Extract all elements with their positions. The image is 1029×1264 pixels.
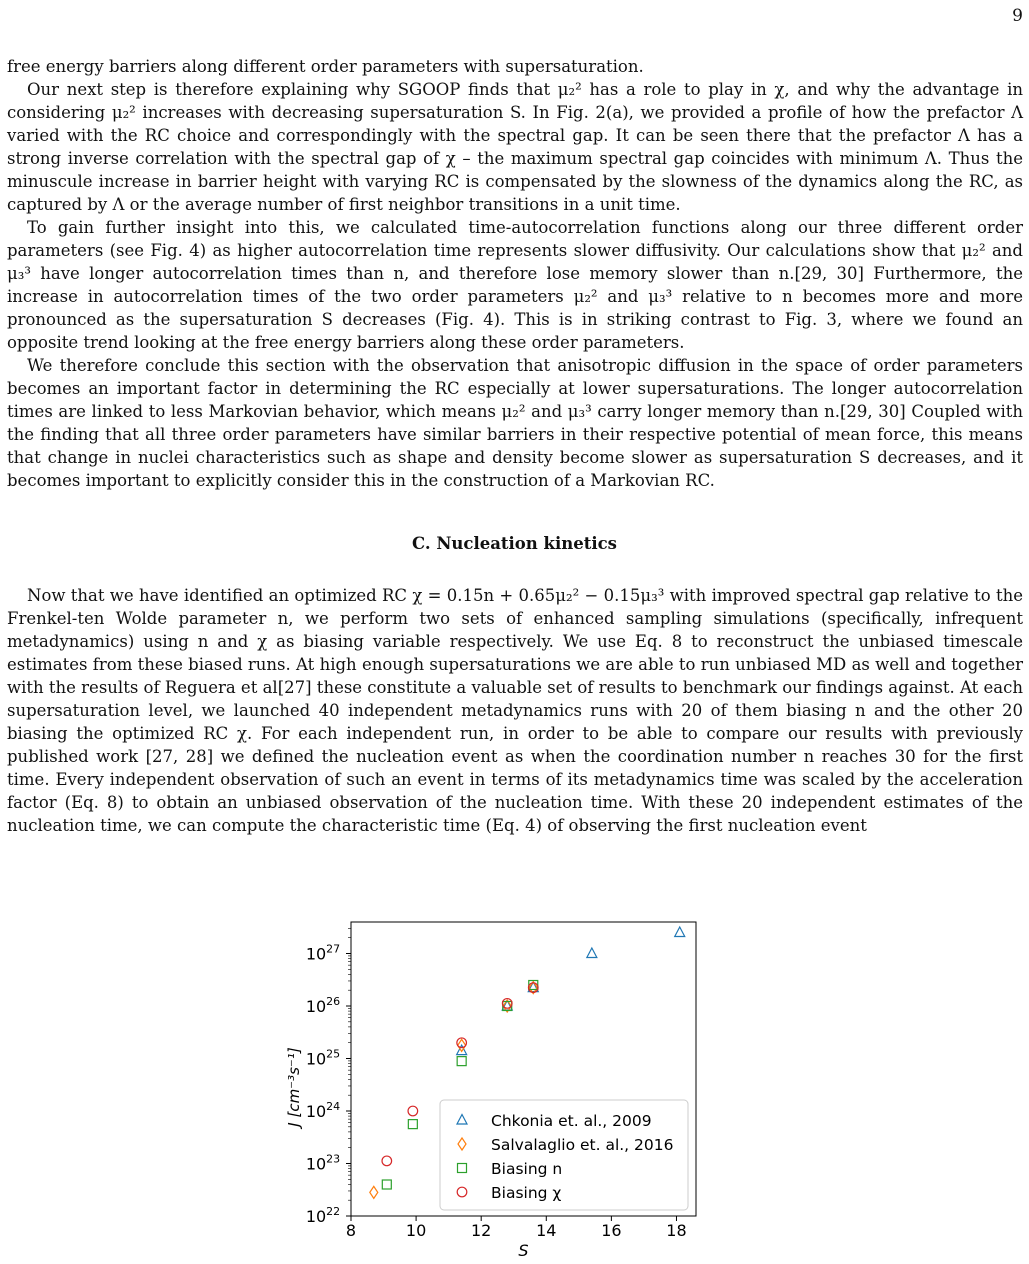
paragraph: Now that we have identified an optimized RC χ = 0.15n + 0.65μ₂² − 0.15μ₃³ with improved spectral gap relative to the Frenkel-ten Wolde parameter n, we perform two sets of enhanced sampling simulations (specifically, infrequent metadynamics) using n and χ as biasing variable respectively. We use Eq. 8 to reconstruct the unbiased timescale estimates from these biased runs. At high enough supersaturations we are able to run unbiased MD as well and together with the results of Reguera et al[27] these constitute a valuable set of results to benchmark our findings against. At each supersaturation level, we launched 40 independent metadynamics runs with 20 of them biasing n and the other 20 biasing the optimized RC χ. For each independent run, in order to be able to compare our results with previously published work [27, 28] we defined the nucleation event as when the coordination number n reaches 30 for the first time. Every independent observation of such an event in terms of its metadynamics time was scaled by the acceleration factor (Eq. 8) to obtain an unbiased observation of the nucleation time. With these 20 independent estimates of the nucleation time, we can compute the characteristic time (Eq. 4) of observing the first nucleation event — [7, 586, 1023, 835]
legend-label: Biasing χ — [491, 1184, 562, 1202]
x-tick-label: 14 — [536, 1221, 557, 1240]
x-tick-label: 8 — [345, 1221, 357, 1240]
y-axis-label: J [cm⁻³s⁻¹] — [285, 1047, 303, 1127]
data-point — [587, 948, 597, 958]
body-text-kinetics — [7, 584, 1023, 837]
page-number: 9 — [1012, 6, 1023, 26]
section-heading: C. Nucleation kinetics — [412, 534, 617, 553]
paragraph: To gain further insight into this, we calculated time-autocorrelation functions along our three different order parameters (see Fig. 4) as higher autocorrelation time represents slower diffusivity. Our calculations show that μ₂² and μ₃³ have longer autocorrelation times than n, and therefore lose memory slower than n.[29, 30] Furthermore, the increase in autocorrelation times of the two order parameters μ₂² and μ₃³ relative to n becomes more and more pronounced as the supersaturation S decreases (Fig. 4). This is in striking contrast to Fig. 3, where we found an opposite trend looking at the free energy barriers along these order parameters. — [7, 218, 1023, 352]
nucleation-rate-chart — [270, 910, 710, 1260]
data-point — [675, 927, 685, 937]
y-tick-label: $10^{27}$ — [305, 942, 341, 964]
legend-label: Chkonia et. al., 2009 — [491, 1112, 652, 1130]
data-point — [457, 1057, 466, 1066]
body-text-top — [7, 55, 1023, 492]
x-tick-label: 10 — [405, 1221, 427, 1240]
paragraph: free energy barriers along different order parameters with supersaturation. — [7, 57, 644, 76]
legend-label: Salvalaglio et. al., 2016 — [491, 1136, 674, 1154]
y-tick-label: $10^{22}$ — [305, 1205, 341, 1226]
data-point — [382, 1156, 392, 1166]
data-point — [408, 1120, 417, 1129]
x-axis-label: S — [518, 1241, 529, 1260]
y-tick-label: $10^{24}$ — [305, 1100, 341, 1121]
paragraph: We therefore conclude this section with the observation that anisotropic diffusion in the space of order parameters becomes an important factor in determining the RC especially at lower supersaturations. The longer autocorrelation times are linked to less Markovian behavior, which means μ₂² and μ₃³ carry longer memory than n.[29, 30] Coupled with the finding that all three order parameters have similar barriers in their respective potential of mean force, this means that change in nuclei characteristics such as shape and density become slower as supersaturation S decreases, and it becomes important to explicitly consider this in the construction of a Markovian RC. — [7, 356, 1023, 490]
x-tick-label: 12 — [471, 1221, 492, 1240]
paragraph: Our next step is therefore explaining why SGOOP finds that μ₂² has a role to play in χ, and why the advantage in considering μ₂² increases with decreasing supersaturation S. In Fig. 2(a), we provided a profile of how the prefactor Λ varied with the RC choice and correspondingly with the spectral gap. It can be seen there that the prefactor Λ has a strong inverse correlation with the spectral gap of χ – the maximum spectral gap coincides with minimum Λ. Thus the minuscule increase in barrier height with varying RC is compensated by the slowness of the dynamics along the RC, as captured by Λ or the average number of first neighbor transitions in a unit time. — [7, 80, 1023, 214]
data-point — [370, 1186, 378, 1198]
data-point — [382, 1180, 391, 1189]
x-tick-label: 18 — [666, 1221, 687, 1240]
data-point — [408, 1106, 418, 1116]
nucleation-rate-figure — [270, 910, 710, 1260]
y-tick-label: $10^{26}$ — [305, 995, 341, 1016]
legend-label: Biasing n — [491, 1160, 563, 1178]
y-tick-label: $10^{25}$ — [305, 1047, 341, 1069]
x-tick-label: 16 — [601, 1221, 622, 1240]
y-tick-label: $10^{23}$ — [305, 1152, 341, 1174]
